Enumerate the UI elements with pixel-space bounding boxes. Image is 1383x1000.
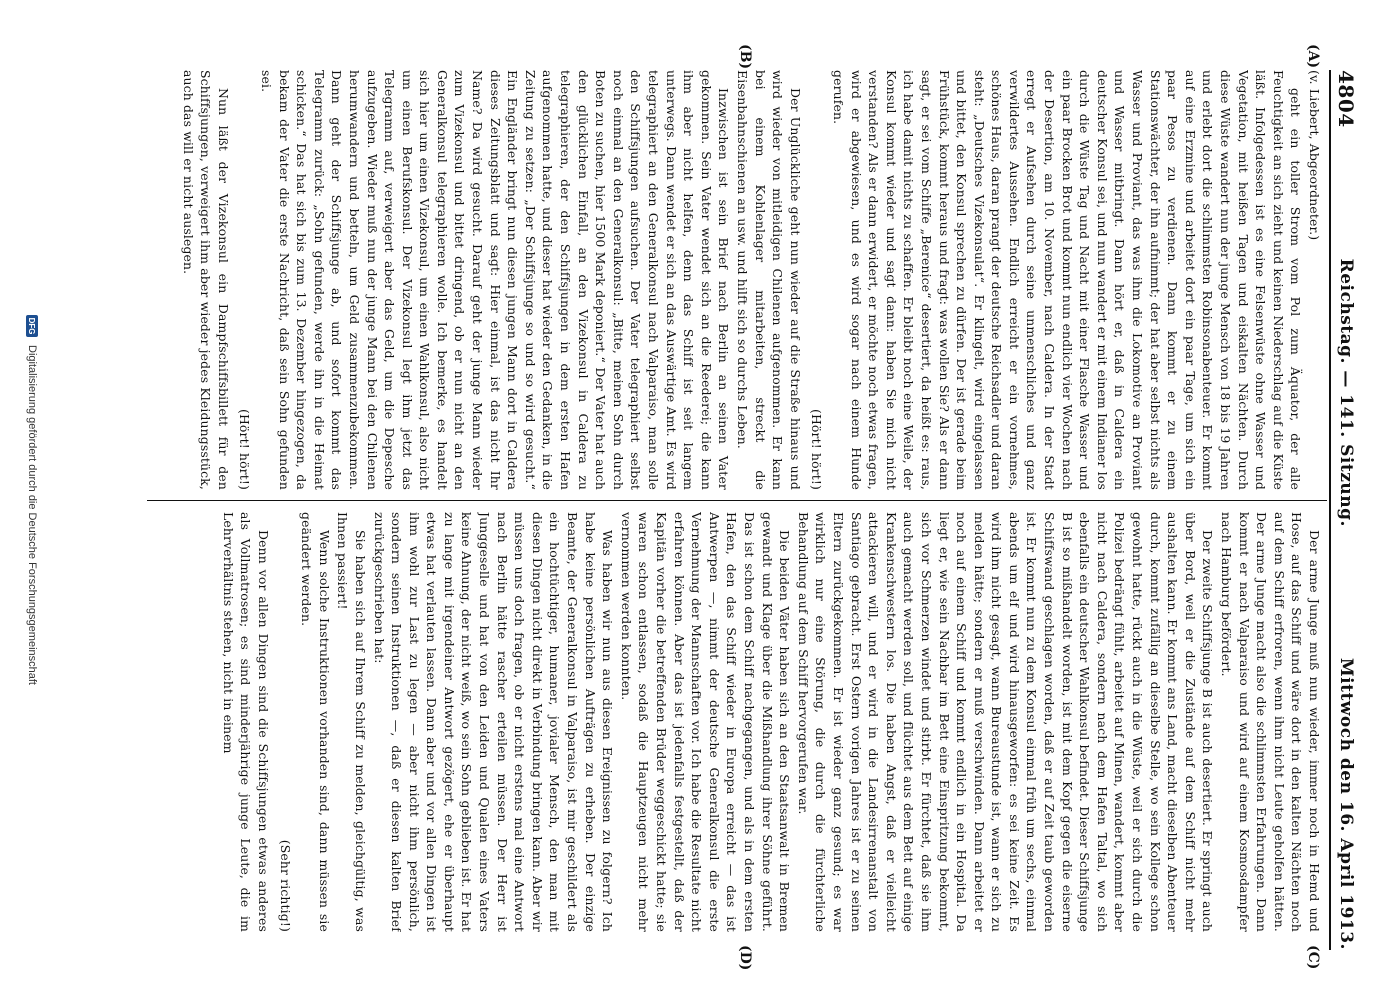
left-column: [163, 70, 1323, 490]
session-title: Reichstag. — 141. Sitzung.: [1336, 258, 1356, 527]
interjection: (Sehr richtig!): [277, 839, 293, 932]
paragraph: Der Unglückliche geht nun wieder auf die Straße hinaus und wird wieder von mitleidigen Chilenen aufgenommen. Er kann bei einem Kohlenlager mitarbeiten, streckt die Eisenbahnschienen an usw. und hilft sich so durchs Leben.: [735, 70, 803, 490]
paragraph: Nun läßt der Vizekonsul ein Dampfschiffsbillett für den Schiffsjungen, verweigert ihm aber wieder jedes Kleidungsstück, auch das will er nicht auslegen.: [180, 70, 231, 490]
margin-marker-a: (A): [1305, 44, 1321, 69]
column-divider: [147, 500, 1327, 501]
funding-notice: Digitalisierung gefördert durch die Deutsche Forschungsgemeinschaft: [26, 345, 38, 685]
paragraph: Der zweite Schiffsjunge B ist auch desertiert. Er springt auch über Bord, weil er die Zustände auf dem Schiff nicht mehr aushalten kann. Er kommt ans Land, macht dieselben Abenteuer durch, kommt zufällig an dieselbe Stelle, wo sein Kollege schon gewohnt hatte, rückt auch in die Wüste, weil er sich durch die Polizei bedrängt fühlt, arbeitet auf Minen, wandert, kommt aber nicht nach Caldera, sondern nach dem Hafen Taltal, wo sich ebenfalls ein deutscher Wahlkonsul befindet. Dieser Schiffsjunge B ist so mißhandelt worden, ist mit dem Kopf gegen die eiserne Schiffswand geschlagen worden, daß er auf Zeit taub geworden ist. Er kommt nun zu dem Konsul einmal früh um sechs, einmal abends um elf und wird hinausgeworfen: es sei keine Zeit. Es wird ihm nicht gesagt, wann Bureaustunde ist, wann er sich zu melden hätte; sondern er muß verschwinden. Dann arbeitet er noch auf einem Schiff und kommt endlich in ein Hospital. Da liegt er, wie sein Nachbar im Bett eine Einspritzung bekommt, sich vor Schmerzen windet und stirbt. Er fürchtet, daß sie ihm auch gemacht werden soll, und flüchtet aus dem Bett auf einige Krankenschwestern los. Die haben Angst, daß er vielleicht attackieren will, und er wird in die Landesirrenanstalt von Santiago gebracht. Erst Ostern vorigen Jahres ist er zu seinen Eltern zurückgekommen. Er ist wieder ganz gesund; es war wirklich nur eine Störung, die durch die fürchterliche Behandlung auf dem Schiff hervorgerufen war.: [795, 512, 1216, 932]
right-column: [163, 512, 1323, 932]
dfg-logo-icon: DFG: [26, 315, 38, 337]
session-date: Mittwoch den 16. April 1913.: [1336, 657, 1356, 950]
paragraph: Inzwischen ist sein Brief nach Berlin an seinen Vater gekommen. Sein Vater wendet sich an die Reederei; die kann ihm aber nicht helfen, denn das Schiff ist seit langem unterwegs. Dann wendet er sich an das Auswärtige Amt. Es wird telegraphiert an den Generalkonsul nach Valparaiso, man solle den Schiffsjungen aufsuchen. Der Vater telegraphiert selbst noch einmal an den Generalkonsul: „Bitte, meinen Sohn durch Boten zu suchen, hier 1500 Mark deponiert.“ Der Vater hat auch den glücklichen Einfall, an den Vizekonsul in Caldera zu telegraphieren, der den Schiffsjungen in dem ersten Hafen aufgenommen hatte, und dieser hat wieder den Gedanken, in die Zeitung zu setzen: „Der Schiffsjunge so und so wird gesucht.“ Ein Engländer bringt nun diesen jungen Mann dort in Caldera dieses Zeitungsblatt und sagt: Hier einmal, ist das nicht Ihr Name? Da wird gesucht. Darauf geht der junge Mann wieder zum Vizekonsul und bittet dringend, ob er nun nicht an den Generalkonsul telegraphieren wolle. Ich bemerke, es handelt sich hier um einen Vizekonsul, um einen Wahlkonsul, also nicht um einen Berufskonsul. Der Vizekonsul legt ihm jetzt das Telegramm auf, verweigert aber das Geld, um die Depesche aufzugeben. Wieder muß nun der junge Mann bei den Chilenen herumwandern und betteln, um Geld zusammenzubekommen. Dann geht der Schiffsjunge ab, und sofort kommt das Telegramm zurück: „Sohn gefunden, werde ihn in die Heimat schicken.“ Das hat sich bis zum 13. Dezember hingezogen, da bekam der Vater die erste Nachricht, daß sein Sohn gefunden sei.: [258, 70, 732, 490]
paragraph: geht ein toller Strom vom Pol zum Äquator, der alle Feuchtigkeit an sich zieht und keinen Niederschlag auf die Küste läßt. Infolgedessen ist es eine Felsenwüste ohne Wasser und Vegetation, mit heißen Tagen und eiskalten Nächten. Durch diese Wüste wandert nun der junge Mensch von 18 bis 19 Jahren und erlebt dort die schlimmsten Robinsonabenteuer. Er kommt auf eine Erzmine und arbeitet dort ein paar Tage, um sich ein paar Pesos zu verdienen. Dann kommt er zu einem Stationswächter, der ihn aufnimmt; der hat aber selbst nichts als Wasser und Proviant, das was ihm die Lokomotive an Proviant und Wasser mitbringt. Dann hört er, daß in Caldera ein deutscher Konsul sei, und nun wandert er mit einem Indianer los durch die Wüste Tag und Nacht mit einer Flasche Wasser und ein paar Brocken Brot und kommt nun endlich vier Wochen nach der Desertion, am 10. November, nach Caldera. In der Stadt erregt er Aufsehen durch seine unmenschliches und ganz verwildertes Aussehen. Endlich erreicht er ein vornehmes, schönes Haus, daran prangt der deutsche Reichsadler und daran steht: „Deutsches Vizekonsulat“. Er klingelt, wird eingelassen und bittet, den Konsul sprechen zu dürfen. Der ist gerade beim Frühstück, kommt heraus und fragt: was wollen Sie? Als er dann sagt, er sei vom Schiffe „Berenice“ desertiert, da heißt es: raus, ich habe damit nichts zu schaffen. Er bleibt noch eine Weile, der Konsul kommt wieder und sagt dann: haben Sie mich nicht verstanden? Als er dann erwidert, er möchte noch etwas fragen, wird er abgewiesen, und es wird sogar nach einem Hunde gerufen.: [830, 70, 1304, 490]
interjection: (Hört! hört!): [237, 408, 253, 490]
quoted-letter: Sie haben sich auf Ihrem Schiff zu melden, gleichgültig, was Ihnen passiert!: [335, 512, 368, 932]
margin-marker-c: (C): [1305, 945, 1321, 970]
paragraph: Was haben wir nun aus diesen Ereignissen zu folgern? Ich habe keine persönlichen Aufträgen zu erheben. Der einzige Beamte, der Generalkonsul in Valparaiso, ist mir geschildert als ein hochtüchtiger, humaner, jovialer Mensch, den man mit diesen Dingen nicht direkt in Verbindung bringen kann. Aber wir müssen uns doch fragen, ob er nicht erstens mal eine Antwort nach Berlin hätte rascher erteilen müssen. Der Herr ist Junggeselle und hat von den Leiden und Qualen eines Vaters keine Ahnung, der nicht weiß, wo sein Sohn geblieben ist. Er hat zu lange mit irgendeiner Antwort gezögert, ehe er überhaupt etwas hat verlauten lassen. Dann aber und vor allen Dingen ist ihm wohl zur Last zu legen — aber nicht ihm persönlich, sondern seinen Instruktionen —, daß er diesen kalten Brief zurückgeschrieben hat:: [371, 512, 616, 932]
paragraph: Denn vor allen Dingen sind die Schiffsjungen etwas anderes als Vollmatrosen; es sind minderjährige junge Leute, die im Lehrverhältnis stehen, nicht in einem: [220, 512, 271, 932]
interjection: (Hört! hört!): [809, 408, 825, 490]
page-number: 4804: [1334, 70, 1358, 128]
margin-marker-d: (D): [737, 945, 753, 971]
paragraph: Wenn solche Instruktionen vorhanden sind, dann müssen sie geändert werden.: [299, 512, 332, 932]
speaker-line: (v. Liebert, Abgeordneter.): [1307, 70, 1322, 241]
funding-footer: [21, 0, 43, 1000]
paragraph: Der arme Junge muß nun wieder, immer noch in Hemd und Hose, auf das Schiff und wäre dort in den kalten Nächten noch auf dem Schiff erfroren, wenn ihm nicht Leute geholfen hätten. Der arme Junge macht also die schlimmsten Erfahrungen. Dann kommt er nach Valparaiso und wird auf einem Kosmosdampfer nach Hamburg befördert.: [1219, 512, 1322, 932]
margin-marker-b: (B): [737, 44, 753, 70]
page-header: [1329, 70, 1361, 950]
paragraph: Die beiden Väter haben sich an den Staatsanwalt in Bremen gewandt und Klage über die Mißhandlung ihrer Söhne geführt. Das ist schon dem Schiff nachgegangen, und als in dem ersten Hafen, den das Schiff wieder in Europa erreicht — das ist Antwerpen —, nimmt der deutsche Generalkonsul die erste Vernehmung der Mannschaften vor. Ich habe die Resultate nicht erfahren können. Aber das ist jedenfalls festgestellt, daß der Kapitän vorher die betreffenden Brüder weggeschickt hatte; sie waren schon entlassen, sodaß die Hauptzeugen nicht mehr vernommen werden konnten.: [618, 512, 793, 932]
